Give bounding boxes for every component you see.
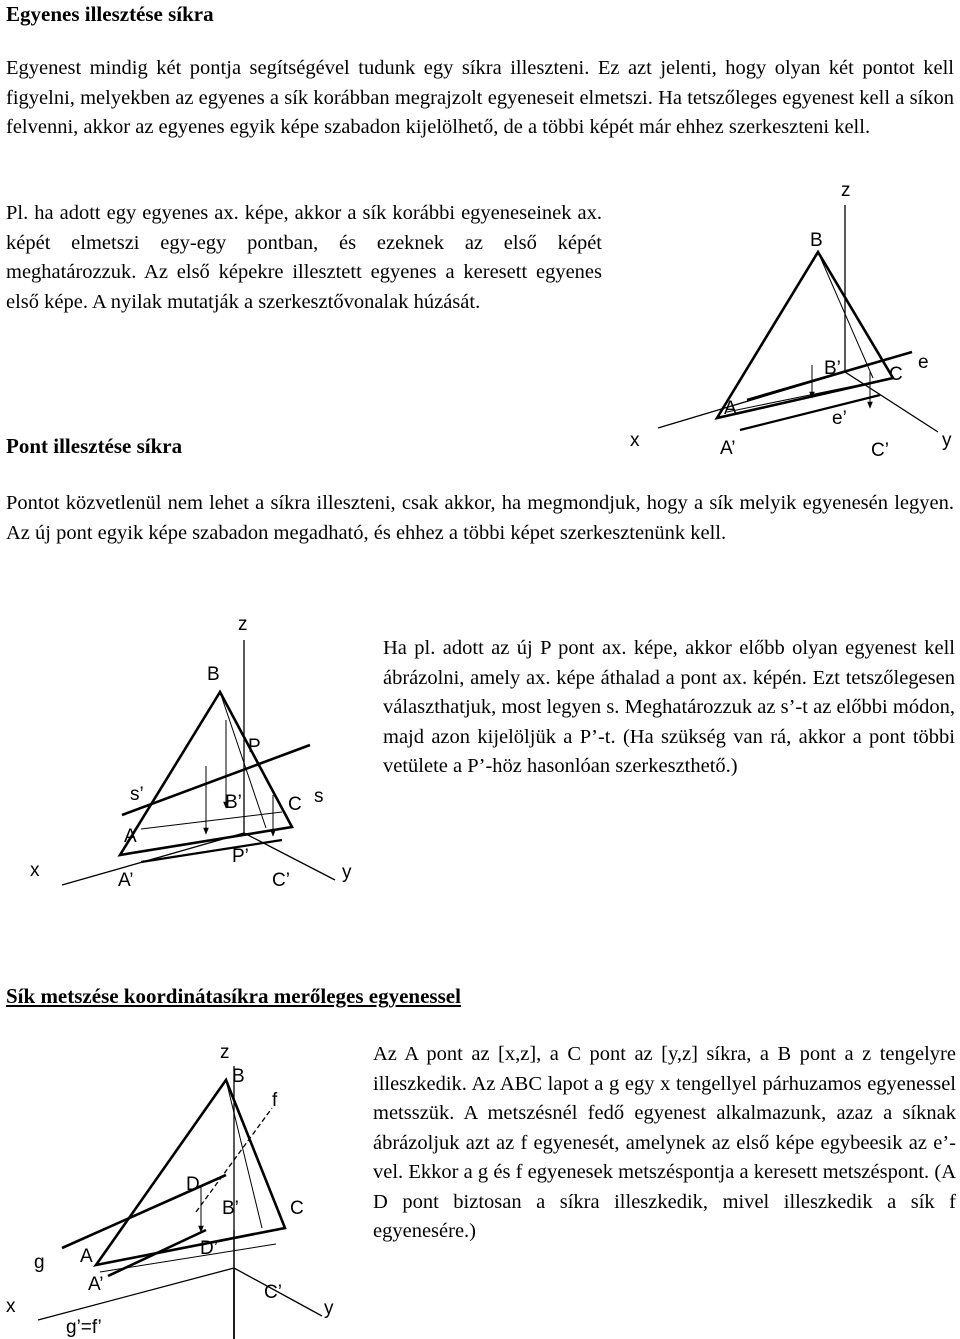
- label-A: A: [80, 1246, 93, 1267]
- figure-point-on-plane: [30, 614, 352, 891]
- label-B: B: [232, 1066, 245, 1087]
- label-C-prime: C’: [264, 1282, 282, 1303]
- label-B-prime: B’: [225, 792, 242, 813]
- label-D: D: [186, 1174, 200, 1195]
- line-e-prime: [740, 395, 880, 430]
- label-D-prime: D’: [200, 1238, 218, 1259]
- label-y: y: [342, 862, 352, 883]
- label-C: C: [288, 794, 302, 815]
- label-z: z: [220, 1042, 230, 1063]
- label-x: x: [30, 860, 40, 881]
- label-B: B: [207, 664, 220, 685]
- label-A-prime: A’: [720, 438, 736, 459]
- section-heading-point-on-plane: Pont illesztése síkra: [6, 434, 183, 458]
- label-x: x: [630, 430, 640, 451]
- line-g-prime: [108, 1230, 206, 1276]
- label-z: z: [841, 180, 851, 201]
- paragraph-point-on-plane: Pontot közvetlenül nem lehet a síkra illeszteni, csak akkor, ha megmondjuk, hogy a sík melyik egyenesén legyen. Az új pont egyik képe szabadon megadható, és ehhez a többi képet szerkesztenünk kell.: [6, 492, 954, 544]
- section-heading-plane-intersection: Sík metszése koordinátasíkra merőleges egyenessel: [6, 984, 461, 1008]
- label-A: A: [724, 398, 737, 419]
- construction-line: [141, 812, 282, 829]
- label-s: s: [314, 786, 324, 807]
- line-s-prime: [141, 840, 282, 862]
- label-s-prime: s’: [130, 784, 144, 805]
- line-s: [122, 745, 310, 815]
- paragraph-line-on-plane: Egyenest mindig két pontja segítségével tudunk egy síkra illeszteni. Ez azt jelenti, hogy olyan két pontot kell figyelni, melyekben az egyenes a sík korábban megrajzolt egyeneseit elmetszi. Ha tetszőleges egyenest kell a síkon felvenni, akkor az egyenes egyik képe szabadon kijelölhető, de a többi képét már ehhez szerkeszteni kell.: [6, 57, 954, 138]
- x-axis: [38, 1268, 234, 1320]
- label-A: A: [124, 826, 137, 847]
- plane-triangle: [717, 252, 893, 418]
- construction-line: [727, 380, 883, 412]
- label-C-prime: C’: [871, 440, 889, 461]
- label-C: C: [889, 364, 903, 385]
- label-C-prime: C’: [272, 870, 290, 891]
- label-e: e: [918, 352, 929, 373]
- label-f: f: [272, 1090, 278, 1111]
- paragraph-line-example: Pl. ha adott egy egyenes ax. képe, akkor a sík korábbi egyeneseinek ax. képét elmetszi egy-egy pontban, és ezeknek az első képét meghatározzuk. Az első képekre illesztett egyenes a keresett egyenes első képe. A nyilak mutatják a szerkesztővonalak húzását.: [6, 202, 602, 313]
- x-axis: [62, 833, 244, 885]
- label-z: z: [238, 614, 248, 635]
- label-g: g: [34, 1252, 45, 1273]
- paragraph-plane-intersection: Az A pont az [x,z], a C pont az [y,z] síkra, a B pont a z tengelyre illeszkedik. Az ABC lapot a g egy x tengellyel párhuzamos egyenessel metsszük. A metszésnél fedő egyenest alkalmazunk, azaz a síknak ábrázoljuk azt az f egyenesét, amelynek az első képe egybeesik az e’-vel. Ekkor a g és f egyenesek metszéspontja a keresett metszéspont. (A D pont biztosan a síkra illeszkedik, mivel illeszkedik a sík f egyenesére.): [373, 1043, 956, 1242]
- section-heading-line-on-plane: Egyenes illesztése síkra: [6, 2, 214, 26]
- label-B-prime: B’: [222, 1198, 239, 1219]
- paragraph-point-example: Ha pl. adott az új P pont ax. képe, akkor előbb olyan egyenest kell ábrázolni, amely ax. képe áthalad a pont ax. képén. Ezt tetszőlegesen választhatjuk, most legyen s. Meghatározzuk az s’-t az előbbi módon, majd azon kijelöljük a P’-t. (Ha szükség van rá, akkor a pont többi vetülete a P’-höz hasonlóan szerkeszthető.): [383, 637, 955, 777]
- label-x: x: [6, 1296, 16, 1317]
- label-g-prime-equals-f-prime: g’=f’: [66, 1317, 102, 1338]
- figure-3-geometry: [6, 1042, 334, 1338]
- label-y: y: [324, 1298, 334, 1319]
- label-y: y: [942, 430, 952, 451]
- label-e-prime: e’: [832, 408, 847, 429]
- label-A-prime: A’: [88, 1274, 104, 1295]
- label-P-prime: P’: [232, 846, 249, 867]
- label-A-prime: A’: [118, 870, 134, 891]
- label-B: B: [810, 230, 823, 251]
- label-B-prime: B’: [824, 358, 841, 379]
- label-C: C: [290, 1198, 304, 1219]
- figure-line-on-plane: [630, 180, 952, 461]
- label-P: P: [248, 736, 261, 757]
